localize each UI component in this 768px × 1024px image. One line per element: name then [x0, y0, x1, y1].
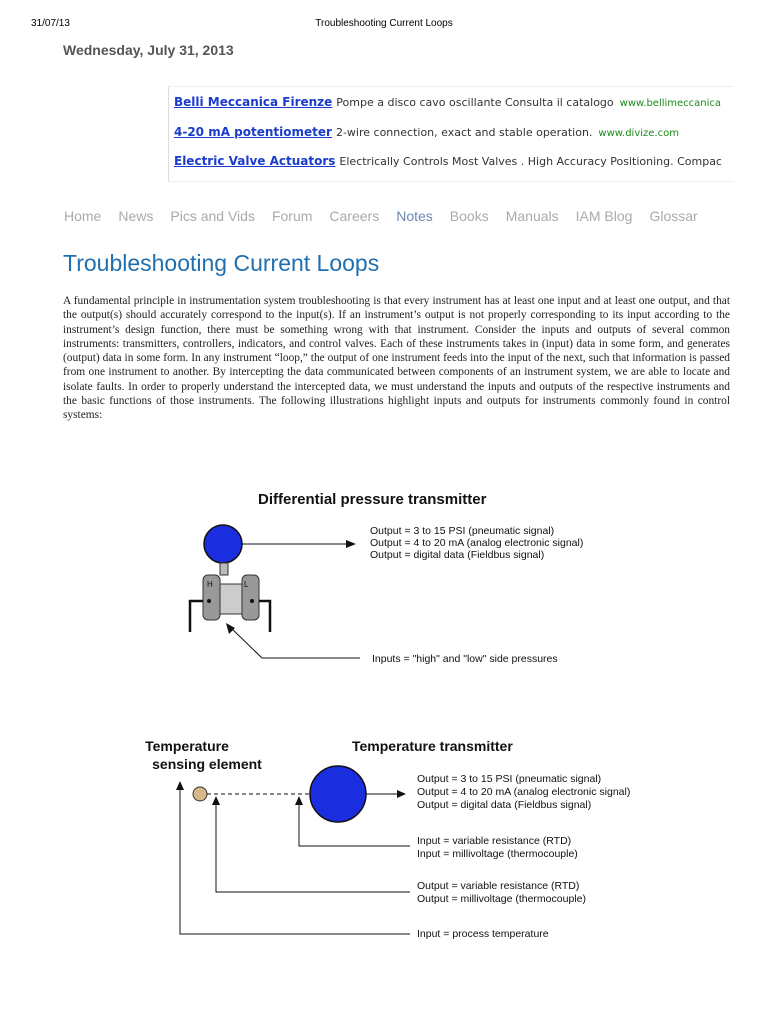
ad-title-link[interactable]: 4-20 mA potentiometer — [174, 125, 332, 139]
ad-url[interactable]: www.bellimeccanica — [619, 98, 722, 109]
fig2-output-1: Output = 3 to 15 PSI (pneumatic signal) — [417, 773, 602, 785]
nav-item-forum[interactable]: Forum — [271, 208, 313, 224]
fig2-element-label-2: sensing element — [152, 756, 262, 772]
fig2-input-2: Input = millivoltage (thermocouple) — [417, 848, 578, 860]
ad-url[interactable]: www.divize.com — [598, 128, 679, 139]
main-nav — [64, 208, 734, 228]
post-date: Wednesday, July 31, 2013 — [63, 42, 234, 58]
ad-text: Pompe a disco cavo oscillante Consulta il catalogo — [336, 96, 614, 109]
nav-item-iam-blog[interactable]: IAM Blog — [575, 208, 633, 224]
ad-text: Electrically Controls Most Valves . High Accuracy Positioning. Compac — [339, 155, 722, 168]
transmitter-body — [220, 584, 242, 614]
page-title: Troubleshooting Current Loops — [63, 250, 380, 276]
fig2-input-1: Input = variable resistance (RTD) — [417, 835, 572, 847]
print-header — [0, 18, 768, 32]
ad-title-link[interactable]: Electric Valve Actuators — [174, 154, 336, 168]
fig2-element-label-1: Temperature — [145, 738, 229, 754]
fig1-input: Inputs = "high" and "low" side pressures — [372, 653, 558, 665]
nav-item-pics-and-vids[interactable]: Pics and Vids — [170, 208, 255, 224]
port-l-label: L — [244, 580, 249, 589]
ad-block — [168, 86, 734, 182]
transmitter-neck — [220, 563, 228, 575]
fig1-output-1: Output = 3 to 15 PSI (pneumatic signal) — [370, 525, 555, 537]
temperature-transmitter-icon — [310, 766, 366, 822]
nav-item-news[interactable]: News — [118, 208, 154, 224]
article-body: A fundamental principle in instrumentation system troubleshooting is that every instrument has at least one input and at least one output, and that the output(s) should accurately correspond to the input(s). If an instrument’s output is not properly corresponding to its input according to the instrument’s design function, there must be something wrong with that instrument. Consider the inputs and outputs of several common instruments: transmitters, controllers, indicators, and control valves. Each of these instruments takes in (input) data in some form, and generates (output) data in some form. In any instrument “loop,” the output of one instrument feeds into the input of the next, such that information is passed from one instrument to another. By intercepting the data communicated between components of an instrument system, we are able to locate and isolate faults. In order to properly understand the intercepted data, we must understand the inputs and outputs of the respective instruments and the basic functions of those instruments. The following illustrations highlight inputs and outputs for instruments commonly found in control systems: — [63, 295, 730, 422]
port-h-label: H — [207, 580, 213, 589]
fig1-title: Differential pressure transmitter — [258, 491, 487, 508]
high-side-impulse-line — [190, 601, 203, 632]
ad-title-link[interactable]: Belli Meccanica Firenze — [174, 95, 333, 109]
element-output-arrow — [216, 802, 410, 892]
print-date: 31/07/13 — [31, 18, 70, 29]
temperature-transmitter-diagram — [130, 734, 690, 949]
fig2-process-input: Input = process temperature — [417, 928, 549, 940]
print-title: Troubleshooting Current Loops — [315, 18, 453, 29]
fig1-output-2: Output = 4 to 20 mA (analog electronic signal) — [370, 537, 584, 549]
fig2-element-output-2: Output = millivoltage (thermocouple) — [417, 893, 586, 905]
nav-item-home[interactable]: Home — [64, 208, 102, 224]
ad-item — [174, 125, 679, 139]
dp-transmitter-diagram — [180, 484, 640, 674]
nav-item-careers[interactable]: Careers — [329, 208, 380, 224]
transmitter-head-icon — [204, 525, 242, 563]
input-arrow — [230, 627, 360, 658]
fig2-element-output-1: Output = variable resistance (RTD) — [417, 880, 580, 892]
low-side-impulse-line — [259, 601, 270, 632]
fig2-title: Temperature transmitter — [352, 738, 513, 754]
nav-item-glossary[interactable]: Glossar — [649, 208, 698, 224]
sensing-element-icon — [193, 787, 207, 801]
ad-item — [174, 95, 721, 109]
fig2-output-3: Output = digital data (Fieldbus signal) — [417, 799, 592, 811]
process-input-arrow — [180, 787, 410, 934]
fig1-output-3: Output = digital data (Fieldbus signal) — [370, 549, 545, 561]
nav-item-books[interactable]: Books — [449, 208, 489, 224]
ad-text: 2-wire connection, exact and stable operation. — [335, 126, 593, 139]
fig2-output-2: Output = 4 to 20 mA (analog electronic signal) — [417, 786, 631, 798]
ad-item — [174, 154, 722, 168]
nav-item-notes[interactable]: Notes — [396, 208, 433, 224]
nav-item-manuals[interactable]: Manuals — [505, 208, 559, 224]
